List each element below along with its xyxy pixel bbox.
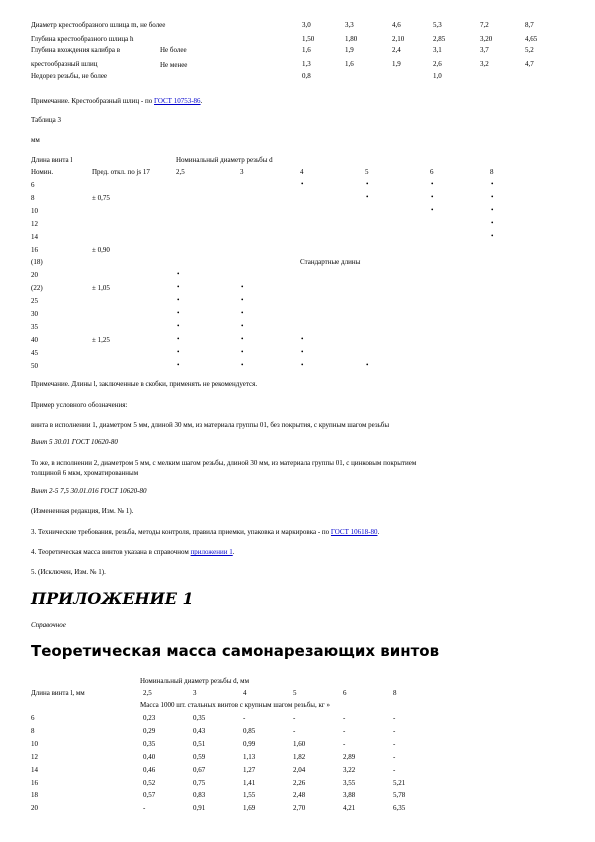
- mass-table-cell: 0,51: [193, 739, 206, 748]
- standard-lengths-label: Стандартные длины: [300, 258, 361, 266]
- mass-table-cell: 0,91: [193, 804, 206, 813]
- table-3-deviation: ± 1,25: [92, 335, 110, 344]
- gost-10753-link[interactable]: ГОСТ 10753-86: [154, 97, 201, 105]
- mass-table-length: 12: [31, 752, 38, 761]
- mass-table-cell: 3,22: [343, 765, 356, 774]
- mass-table-length: 8: [31, 726, 35, 735]
- note-1-text: Примечание. Крестообразный шлиц - по: [31, 97, 154, 105]
- example-1: винта в исполнении 1, диаметром 5 мм, длиной 30 мм, из материала группы 01, без покрытия, с крупным шагом резьбы: [31, 421, 390, 429]
- mass-table-cell: 0,57: [143, 791, 156, 800]
- item-3-text: 3. Технические требования, резьба, методы контроля, правила приемки, упаковка и маркировка - по: [31, 528, 331, 536]
- table-1-cell: 4,7: [525, 60, 534, 68]
- mass-table-cell: 2,70: [293, 804, 306, 813]
- table-1-cell: 3,7: [480, 46, 489, 54]
- mass-table-cell: 0,23: [143, 714, 156, 722]
- mass-table-cell: 0,83: [193, 791, 206, 800]
- mass-table-cell: -: [393, 726, 396, 735]
- mass-table-cell: 1,27: [243, 765, 256, 774]
- mass-table-header-diameter: Номинальный диаметр резьбы d, мм: [140, 677, 250, 685]
- mass-table-cell: 0,40: [143, 752, 156, 761]
- table-1-row-sublabel: Не более: [160, 46, 187, 54]
- mass-table-cell: 1,69: [243, 804, 256, 813]
- table-3-header-diameter: Номинальный диаметр резьбы d: [176, 156, 273, 164]
- example-2-line-1: То же, в исполнении 2, диаметром 5 мм, с мелким шагом резьбы, длиной 30 мм, из материала группы 01, с цинковым покрытием: [31, 459, 417, 467]
- table-1-cell: 0,8: [302, 72, 311, 80]
- mass-table-cell: 5,78: [393, 791, 406, 800]
- table-3-dot: •: [301, 334, 304, 343]
- table-3-dot: •: [177, 334, 180, 343]
- table-3-dot: •: [177, 347, 180, 356]
- mass-table-cell: 1,41: [243, 778, 256, 787]
- mass-table-cell: -: [293, 726, 296, 735]
- table-3-dot: •: [491, 205, 494, 214]
- table-3-header-length: Длина винта l: [31, 156, 73, 164]
- table-1-cell: 1,6: [345, 60, 354, 68]
- table-3-diameter: 8: [490, 168, 494, 176]
- mass-table-cell: 1,55: [243, 791, 256, 800]
- table-1-cell: 5,3: [433, 21, 442, 29]
- table-1-cell: 1,3: [302, 60, 311, 68]
- mass-table-cell: 0,59: [193, 752, 206, 761]
- table-3-length: 10: [31, 206, 38, 215]
- table-3-dot: •: [241, 296, 244, 305]
- table-3-diameter: 2,5: [176, 168, 185, 176]
- mass-table-cell: 0,43: [193, 726, 206, 735]
- table-3-unit: мм: [31, 136, 40, 144]
- note-2: Примечание. Длины l, заключенные в скобки, применять не рекомендуется.: [31, 380, 258, 388]
- table-1-row-sublabel: Не менее: [160, 61, 188, 69]
- table-3-diameter: 5: [365, 168, 369, 176]
- mass-table-cell: 0,85: [243, 726, 256, 735]
- table-3-deviation: ± 1,05: [92, 284, 110, 293]
- table-3-length: 12: [31, 219, 38, 228]
- mass-table-cell: 0,67: [193, 765, 206, 774]
- table-1-row-label: Диаметр крестообразного шлица m, не более: [31, 21, 166, 29]
- mass-table-cell: 1,13: [243, 752, 256, 761]
- table-3-dot: •: [431, 180, 434, 188]
- mass-table-length: 18: [31, 791, 38, 800]
- mass-table-cell: 5,21: [393, 778, 406, 787]
- mass-table-cell: 1,82: [293, 752, 306, 761]
- table-3-caption: Таблица 3: [31, 116, 61, 124]
- table-1-cell: 1,80: [345, 35, 358, 43]
- mass-table-diameter: 6: [343, 689, 347, 697]
- table-1-cell: 1,6: [302, 46, 311, 54]
- table-1-cell: 3,1: [433, 46, 442, 54]
- table-3-dot: •: [491, 231, 494, 240]
- table-1-row-label: Глубина крестообразного шлица h: [31, 35, 134, 43]
- table-3-deviation: ± 0,90: [92, 245, 110, 254]
- mass-table-cell: 1,60: [293, 739, 306, 748]
- table-3-dot: •: [241, 309, 244, 317]
- mass-table-cell: 2,04: [293, 765, 306, 774]
- table-3-dot: •: [177, 296, 180, 305]
- mass-table-cell: 2,48: [293, 791, 306, 800]
- mass-table-cell: 0,46: [143, 765, 156, 774]
- item-3-end: .: [377, 528, 380, 536]
- table-3-length: (22): [31, 284, 43, 293]
- mass-table-cell: 2,89: [343, 752, 356, 761]
- mass-table-cell: 0,35: [193, 714, 206, 722]
- table-1-cell: 5,2: [525, 46, 534, 54]
- table-1-cell: 8,7: [525, 21, 534, 29]
- table-3-length: 45: [31, 348, 38, 357]
- table-1-cell: 4,65: [525, 35, 538, 43]
- mass-table-cell: 3,88: [343, 791, 356, 800]
- gost-10618-link[interactable]: ГОСТ 10618-80: [330, 528, 378, 536]
- mass-table-cell: 3,55: [343, 778, 356, 787]
- table-3-dot: •: [366, 360, 369, 369]
- table-3-length: 40: [31, 335, 38, 344]
- table-1-cell: 2,85: [433, 35, 446, 43]
- table-1-row-label: крестообразный шлиц: [31, 60, 98, 68]
- table-3-dot: •: [177, 309, 180, 317]
- designation-2: Винт 2-5 7,5 30.01.016 ГОСТ 10620-80: [31, 487, 147, 495]
- note-1: [31, 97, 202, 106]
- table-3-length: 20: [31, 271, 38, 280]
- mass-table-cell: 0,75: [193, 778, 206, 787]
- mass-table-cell: -: [393, 765, 396, 774]
- designation-1: Винт 5 30.01 ГОСТ 10620-80: [31, 438, 118, 446]
- table-3-header-nominal: Номин.: [31, 168, 54, 176]
- mass-table-length: 6: [31, 714, 35, 722]
- mass-table-cell: 0,29: [143, 726, 156, 735]
- item-4-text: 4. Теоретическая масса винтов указана в справочном: [31, 548, 191, 556]
- table-1-cell: 1,9: [345, 46, 354, 54]
- table-3-diameter: 3: [240, 168, 244, 176]
- table-3-length: 35: [31, 322, 38, 331]
- table-3-dot: •: [431, 192, 434, 201]
- table-3-dot: •: [301, 347, 304, 356]
- table-3-length: (18): [31, 258, 43, 267]
- table-3-length: 30: [31, 310, 38, 318]
- mass-table-cell: -: [143, 804, 146, 813]
- appendix-label: Справочное: [31, 621, 66, 629]
- table-3-dot: •: [491, 218, 494, 227]
- mass-table-cell: -: [393, 739, 396, 748]
- table-3-dot: •: [241, 334, 244, 343]
- item-4: [31, 548, 234, 557]
- table-3-length: 16: [31, 245, 38, 254]
- table-3-dot: •: [301, 360, 304, 369]
- mass-table-length: 20: [31, 804, 38, 813]
- mass-table-cell: -: [343, 714, 346, 722]
- table-3-dot: •: [491, 180, 494, 188]
- mass-table-diameter: 5: [293, 689, 297, 697]
- table-3-dot: •: [241, 360, 244, 369]
- table-3-deviation: ± 0,75: [92, 193, 110, 202]
- table-1-cell: 1,9: [392, 60, 401, 68]
- table-3-dot: •: [177, 360, 180, 369]
- mass-table-cell: 0,52: [143, 778, 156, 787]
- table-3-dot: •: [241, 283, 244, 292]
- mass-table-cell: -: [343, 726, 346, 735]
- mass-table-diameter: 4: [243, 689, 247, 697]
- mass-table-cell: 4,21: [343, 804, 356, 813]
- mass-table-length: 14: [31, 765, 38, 774]
- table-1-cell: 1,0: [433, 72, 442, 80]
- table-3-dot: •: [241, 347, 244, 356]
- item-3: [31, 528, 379, 537]
- table-1-cell: 2,10: [392, 35, 405, 43]
- table-1-cell: 7,2: [480, 21, 489, 29]
- table-1-cell: 1,50: [302, 35, 315, 43]
- table-1-row-label: Недорез резьбы, не более: [31, 72, 108, 80]
- item-4-end: .: [232, 548, 235, 556]
- mass-table-cell: 2,26: [293, 778, 306, 787]
- table-1-row-label: Глубина вхождения калибра в: [31, 46, 121, 54]
- mass-table-cell: 0,99: [243, 739, 256, 748]
- example-2-line-2: толщиной 6 мкм, хроматированным: [31, 469, 139, 477]
- table-3-length: 6: [31, 181, 35, 189]
- table-1-cell: 3,20: [480, 35, 493, 43]
- mass-table-diameter: 3: [193, 689, 197, 697]
- table-1-cell: 3,3: [345, 21, 354, 29]
- table-3-length: 14: [31, 232, 38, 241]
- mass-table-diameter: 2,5: [143, 689, 152, 697]
- table-1-cell: 4,6: [392, 21, 401, 29]
- mass-table-cell: 6,35: [393, 804, 406, 813]
- table-3-diameter: 4: [300, 168, 304, 176]
- table-3-length: 8: [31, 193, 35, 202]
- mass-table-length: 16: [31, 778, 38, 787]
- table-1-cell: 3,2: [480, 60, 489, 68]
- appendix-heading: ПРИЛОЖЕНИЕ 1: [31, 589, 194, 608]
- table-1-cell: 2,4: [392, 46, 401, 54]
- mass-table-cell: 0,35: [143, 739, 156, 748]
- mass-table-header-mass: Масса 1000 шт. стальных винтов с крупным шагом резьбы, кг »: [140, 701, 331, 709]
- table-3-dot: •: [431, 205, 434, 214]
- appendix-1-link[interactable]: приложении 1: [190, 548, 233, 556]
- item-5: 5. (Исключен, Изм. № 1).: [31, 568, 106, 576]
- table-3-dot: •: [177, 283, 180, 292]
- mass-table-cell: -: [343, 739, 346, 748]
- mass-table-cell: -: [293, 714, 296, 722]
- mass-table-cell: -: [393, 752, 396, 761]
- mass-table-cell: -: [393, 714, 396, 722]
- revision-note: (Измененная редакция, Изм. № 1).: [31, 507, 134, 515]
- example-title: Пример условного обозначения:: [31, 401, 128, 409]
- table-3-dot: •: [301, 180, 304, 188]
- table-3-length: 25: [31, 297, 38, 306]
- table-3-dot: •: [241, 321, 244, 330]
- mass-table-cell: -: [243, 714, 246, 722]
- mass-table-length: 10: [31, 739, 38, 748]
- table-3-length: 50: [31, 361, 38, 370]
- mass-table-header-length: Длина винта l, мм: [31, 689, 85, 697]
- table-3-dot: •: [366, 180, 369, 188]
- mass-table-diameter: 8: [393, 689, 397, 697]
- table-1-cell: 2,6: [433, 60, 442, 68]
- table-3-header-deviation: Пред. откл. по js 17: [92, 168, 150, 176]
- note-1-end: .: [200, 97, 203, 105]
- table-3-dot: •: [366, 192, 369, 201]
- table-1-cell: 3,0: [302, 21, 311, 29]
- table-3-dot: •: [491, 192, 494, 201]
- table-3-dot: •: [177, 321, 180, 330]
- table-3-diameter: 6: [430, 168, 434, 176]
- appendix-title: Теоретическая масса самонарезающих винтов: [31, 642, 440, 660]
- table-3-dot: •: [177, 270, 180, 279]
